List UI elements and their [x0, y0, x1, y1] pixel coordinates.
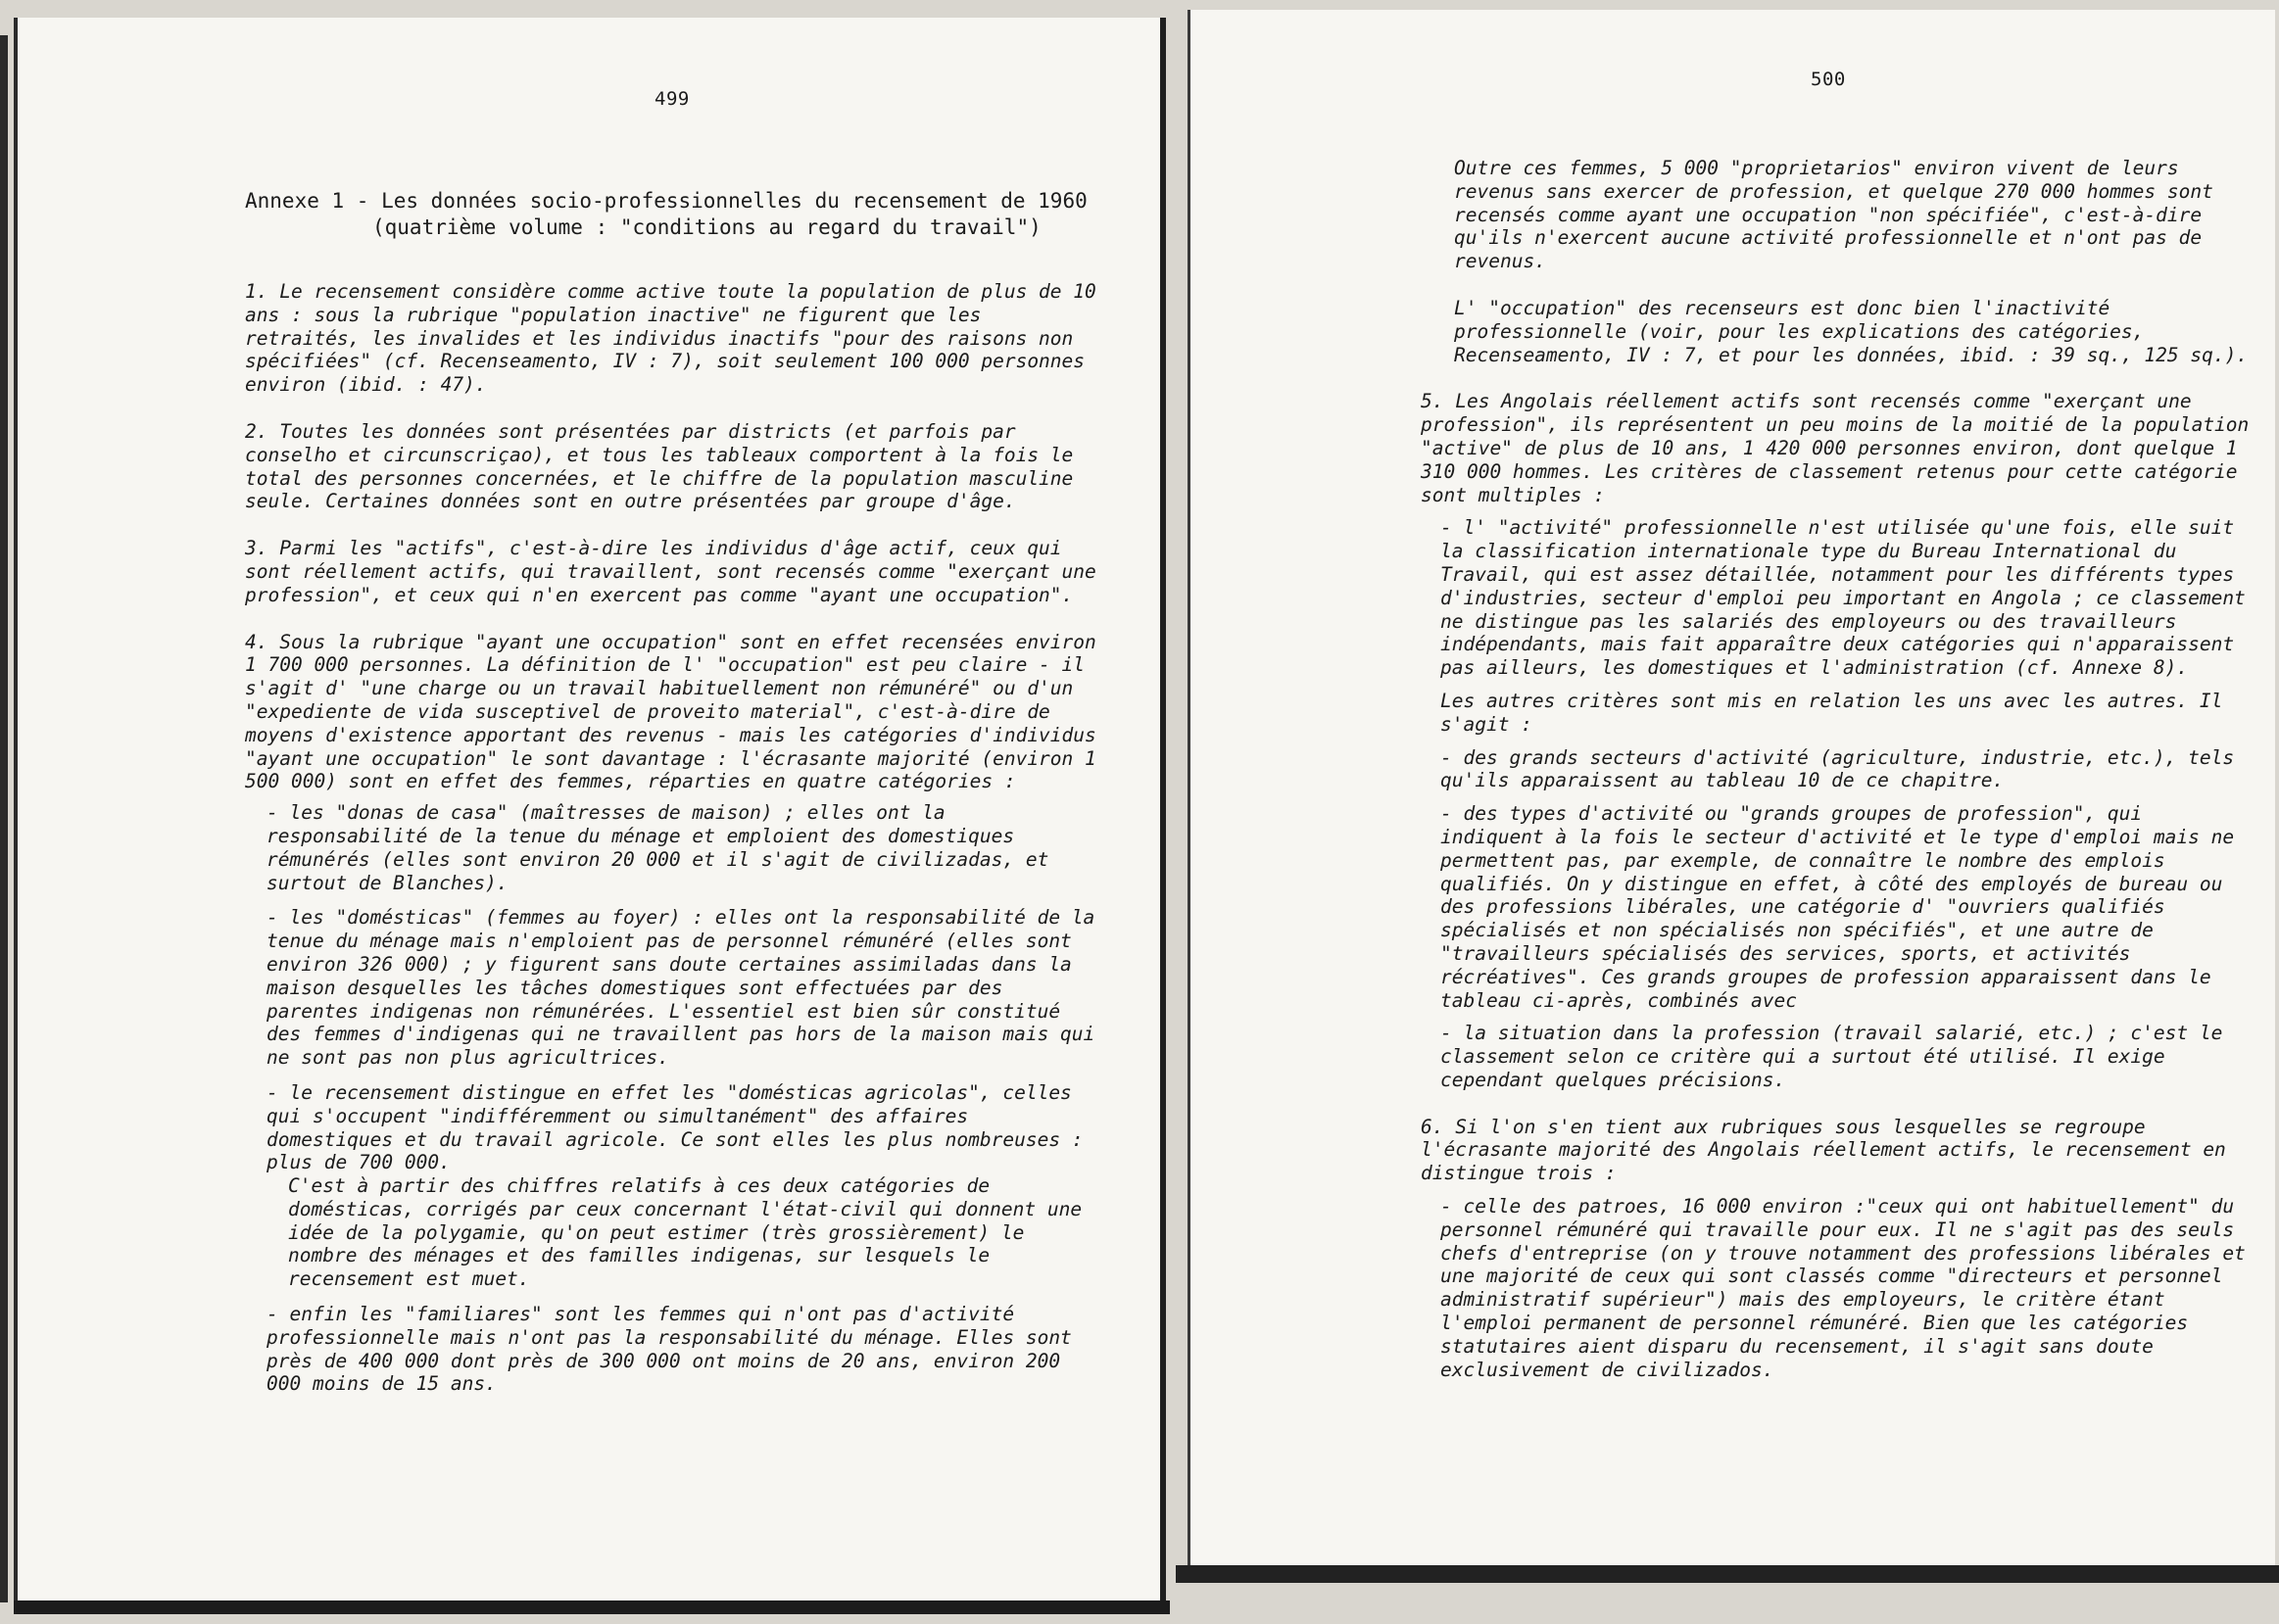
paragraph-4-familiares: - enfin les "familiares" sont les femmes qui n'ont pas d'activité professionnelle mais n'ont pas la responsabilité du ménage. Elles sont près de 400 000 dont près de 300 000 ont moins de 20 ans, environ 200 000 moins de 15 ans. [267, 1303, 1072, 1396]
right-text-body [1421, 157, 2254, 1381]
paragraph-5-types: - des types d'activité ou "grands groupes de profession", qui indiquent à la fois le secteur d'activité et le type d'emploi mais ne permettent pas, par exemple, de connaître le nombre des emplois qualifiés. On y distingue en effet, à côté des employés de bureau ou des professions libérales, une catégorie d' "ouvriers qualifiés spécialisés et non spécialisés non spécifiés", et une autre de "travailleurs spécialisés des services, sports, et activités récréatives". Ces grands groupes de profession apparaissent dans le tableau ci-après, combinés avec [1440, 802, 2235, 1012]
annex-title [245, 188, 1088, 241]
paragraph-outre: Outre ces femmes, 5 000 "proprietarios" environ vivent de leurs revenus sans exercer de profession, et quelque 270 000 hommes sont recensés comme ayant une occupation "non spécifiée", c'est-à-dire qu'ils n'exercent aucune activité professionnelle et n'ont pas de revenus. [1454, 157, 2213, 273]
paragraph-5-activite: - l' "activité" professionnelle n'est utilisée qu'une fois, elle suit la classification internationale type du Bureau International du Travail, qui est assez détaillée, notamment pour les différents types d'industries, secteur d'emploi peu important en Angola ; ce classement ne distingue pas les salariés des employeurs ou des travailleurs indépendants, mais fait apparaître deux catégories qui n'apparaissent pas ailleurs, les domestiques et l'administration (cf. Annexe 8). [1440, 516, 2246, 680]
paragraph-4-donas: - les "donas de casa" (maîtresses de maison) ; elles ont la responsabilité de la tenue du ménage et emploient des domestiques rémunérés (elles sont environ 20 000 et il s'agit de civilizadas, et surtout de Blanches). [267, 801, 1049, 894]
page-number-left: 499 [655, 88, 690, 110]
page-edge-shadow [0, 35, 8, 1602]
paragraph-2: 2. Toutes les données sont présentées par districts (et parfois par conselho et circunscriçao), et tous les tableaux comportent à la fois le total des personnes concernées, et le chiffre de la population masculine seule. Certaines données sont en outre présentées par groupe d'âge. [245, 419, 1074, 513]
right-page [1188, 10, 2275, 1565]
paragraph-1: 1. Le recensement considère comme active toute la population de plus de 10 ans : sous la rubrique "population inactive" ne figurent que les retraités, les invalides et les individus inactifs "pour des raisons non spécifiées" (cf. Recenseamento, IV : 7), soit seulement 100 000 personnes environ (ibid. : 47). [245, 280, 1096, 397]
paragraph-4: 4. Sous la rubrique "ayant une occupation" sont en effet recensées environ 1 700 000 personnes. La définition de l' "occupation" est peu claire - il s'agit d' "une charge ou un travail habituellement non rémunéré" ou d'un "expediente de vida susceptivel de proveito material", c'est-à-dire de moyens d'existence apportant des revenus - mais les catégories d'individus "ayant une occupation" le sont davantage : l'écrasante majorité (environ 1 500 000) sont en effet des femmes, réparties en quatre catégories : [245, 630, 1096, 793]
page-bottom-edge-left [14, 1600, 1170, 1614]
paragraph-4-agricolas: - le recensement distingue en effet les "domésticas agricolas", celles qui s'occupent "indifféremment ou simultanément" des affaires domestiques et du travail agricole. Ce sont elles les plus nombreuses : plus de 700 000. [267, 1080, 1084, 1174]
page-number-right: 500 [1811, 69, 1846, 90]
paragraph-6: 6. Si l'on s'en tient aux rubriques sous lesquelles se regroupe l'écrasante majorité des Angolais réellement actifs, le recensement en distingue trois : [1421, 1115, 2226, 1185]
paragraph-occupation: L' "occupation" des recenseurs est donc bien l'inactivité professionnelle (voir, pour les explications des catégories, Recenseamento, IV : 7, et pour les données, ibid. : 39 sq., 125 sq.). [1454, 296, 2249, 366]
paragraph-5-situation: - la situation dans la profession (travail salarié, etc.) ; c'est le classement selon ce critère qui a surtout été utilisé. Il exige cependant quelques précisions. [1440, 1022, 2223, 1091]
paragraph-5-secteurs: - des grands secteurs d'activité (agriculture, industrie, etc.), tels qu'ils apparaissent au tableau 10 de ce chapitre. [1440, 745, 2235, 792]
left-page [14, 18, 1166, 1602]
paragraph-4-domesticas: - les "domésticas" (femmes au foyer) : elles ont la responsabilité de la tenue du ménage mais n'emploient pas de personnel rémunéré (elles sont environ 326 000) ; y figurent sans doute certaines assimiladas dans la maison desquelles les tâches domestiques sont effectuées par des parentes indigenas non rémunérées. L'essentiel est bien sûr constitué des femmes d'indigenas qui ne travaillent pas hors de la maison mais qui ne sont pas non plus agricultrices. [267, 906, 1095, 1070]
annex-title-line2: (quatrième volume : "conditions au regard du travail") [372, 215, 1042, 239]
paragraph-6-patroes: - celle des patroes, 16 000 environ :"ceux qui ont habituellement" du personnel rémunéré qui travaille pour eux. Il ne s'agit pas des seuls chefs d'entreprise (on y trouve notamment des professions libérales et une majorité de ceux qui sont classés comme "directeurs et personnel administratif supérieur") mais des employeurs, le critère étant l'emploi permanent de personnel rémunéré. Bien que les catégories statutaires aient disparu du recensement, il s'agit sans doute exclusivement de civilizados. [1440, 1195, 2246, 1381]
paragraph-3: 3. Parmi les "actifs", c'est-à-dire les individus d'âge actif, ceux qui sont réellement actifs, qui travaillent, sont recensés comme "exerçant une profession", et ceux qui n'en exercent pas comme "ayant une occupation". [245, 537, 1096, 606]
paragraph-5-criteres: Les autres critères sont mis en relation les uns avec les autres. Il s'agit : [1440, 689, 2223, 736]
paragraph-4-note: C'est à partir des chiffres relatifs à ces deux catégories de domésticas, corrigés par ceux concernant l'état-civil qui donnent une idée de la polygamie, qu'on peut estimer (très grossièrement) le nombre des ménages et des familles indigenas, sur lesquels le recensement est muet. [288, 1174, 1083, 1291]
left-text-body [245, 280, 1097, 1396]
page-bottom-edge-right [1176, 1565, 2279, 1583]
paragraph-5: 5. Les Angolais réellement actifs sont recensés comme "exerçant une profession", ils représentent un peu moins de la moitié de la population "active" de plus de 10 ans, 1 420 000 personnes environ, dont quelque 1 310 000 hommes. Les critères de classement retenus pour cette catégorie sont multiples : [1421, 390, 2250, 506]
annex-title-line1: Annexe 1 - Les données socio-professionnelles du recensement de 1960 [245, 189, 1088, 213]
